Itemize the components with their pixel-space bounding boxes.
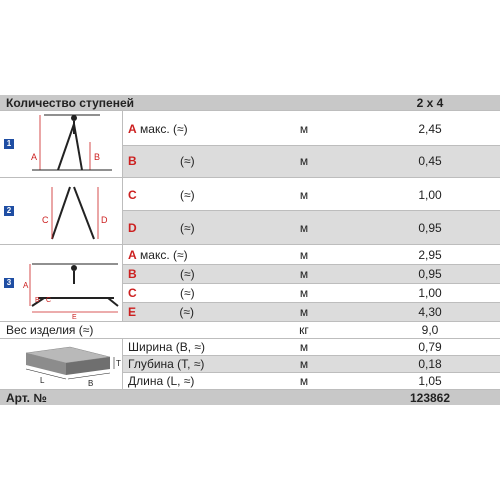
row-2-2: D (≈)	[128, 221, 195, 235]
row-2-1: C (≈)	[128, 188, 195, 202]
article-value: 123862	[409, 391, 451, 405]
diagram-label-b: B	[35, 297, 40, 304]
weight-label: Вес изделия (≈)	[6, 323, 94, 337]
package-row-width-label: Ширина (B, ≈)	[128, 340, 205, 354]
diagram-label-a: A	[23, 281, 29, 290]
diagram-label-a: A	[31, 152, 38, 162]
row-1-1: A макс. (≈)	[128, 122, 188, 136]
weight-value: 9,0	[421, 323, 439, 337]
diagram-label-c: C	[46, 297, 52, 304]
ladder-diagram-2	[22, 179, 122, 243]
header-value: 2 x 4	[416, 96, 444, 110]
row-3-3: C (≈)	[128, 286, 195, 300]
diagram-label-c: C	[42, 215, 49, 225]
dim-label-b: B	[88, 379, 94, 388]
article-label: Арт. №	[6, 391, 47, 405]
section-badge-2: 2	[4, 206, 14, 216]
row-1-2: B (≈)	[128, 154, 195, 168]
dim-label-l: L	[40, 376, 45, 385]
ladder-diagram-3	[22, 246, 122, 320]
package-diagram	[12, 339, 122, 389]
dim-label-t: T	[116, 359, 121, 368]
ladder-diagram-1	[22, 112, 122, 176]
diagram-label-d: D	[101, 215, 108, 225]
row-3-1: A макс. (≈)	[128, 248, 188, 262]
weight-unit: кг	[299, 323, 309, 337]
package-row-length-label: Длина (L, ≈)	[128, 374, 195, 388]
diagram-label-e: E	[72, 314, 77, 321]
section-badge-3: 3	[4, 278, 14, 288]
package-row-depth-label: Глубина (T, ≈)	[128, 357, 205, 371]
row-3-2: B (≈)	[128, 267, 195, 281]
header-title: Количество ступеней	[6, 96, 135, 110]
row-3-4: E (≈)	[128, 305, 194, 319]
section-badge-1: 1	[4, 139, 14, 149]
diagram-label-b: B	[94, 152, 101, 162]
